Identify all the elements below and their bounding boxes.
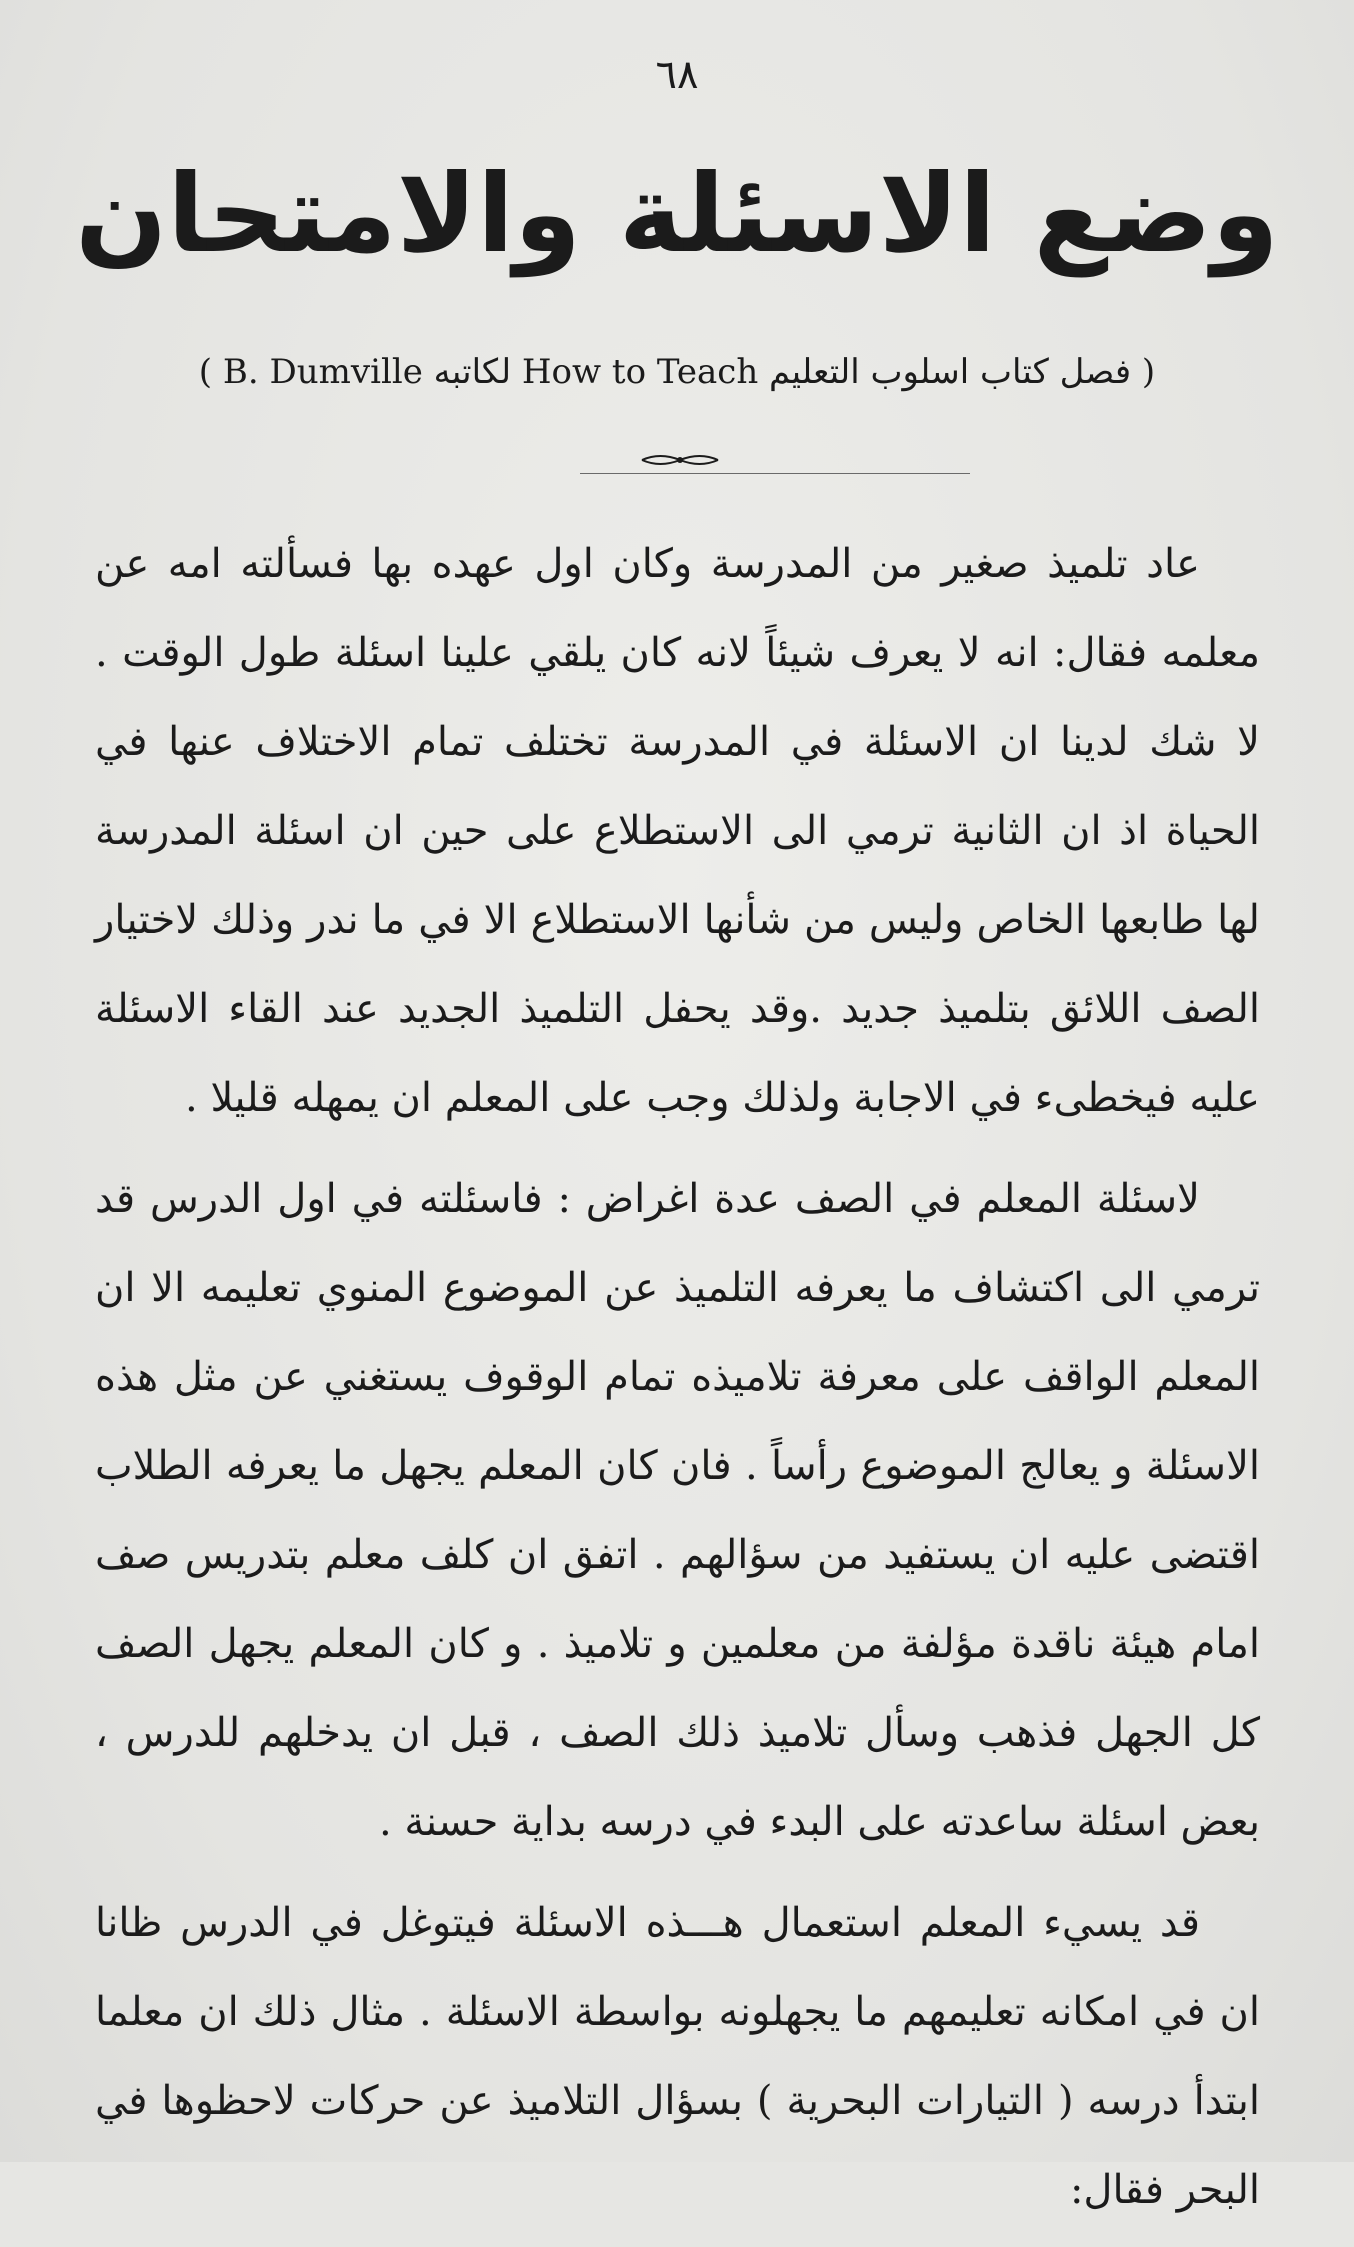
ornament-icon: [640, 452, 720, 468]
paragraph-2: لاسئلة المعلم في الصف عدة اغراض : فاسئلته في اول الدرس قد ترمي الى اكتشاف ما يعرفه التلميذ عن الموضوع المنوي تعليمه الا ان المعلم الواقف على معرفة تلاميذه تمام الوقوف يستغني عن مثل هذه الاسئلة و يعالج الموضوع رأساً . فان كان المعلم يجهل ما يعرفه الطلاب اقتضى عليه ان يستفيد من سؤالهم . اتفق ان كلف معلم بتدريس صف امام هيئة ناقدة مؤلفة من معلمين و تلاميذ . و كان المعلم يجهل الصف كل الجهل فذهب وسأل تلاميذ ذلك الصف ، قبل ان يدخلهم للدرس ، بعض اسئلة ساعدته على البدء في درسه بداية حسنة .: [95, 1176, 1260, 1845]
chapter-title: وضع الاسئلة والامتحان: [75, 152, 1279, 277]
paragraph-3: قد يسيء المعلم استعمال هـــذه الاسئلة فيتوغل في الدرس ظانا ان في امكانه تعليمهم ما يجهلونه بواسطة الاسئلة . مثال ذلك ان معلما ابتدأ درسه ( التيارات البحرية ) بسؤال التلاميذ عن حركات لاحظوها في البحر فقال:: [95, 1900, 1260, 2213]
divider-line: [580, 473, 970, 474]
chapter-subtitle: ( فصل كتاب اسلوب التعليم How to Teach لكاتبه B. Dumville ): [198, 352, 1156, 392]
body-text: [95, 520, 1260, 2247]
page-number: ٦٨: [655, 52, 699, 98]
paragraph-1: عاد تلميذ صغير من المدرسة وكان اول عهده بها فسألته امه عن معلمه فقال: انه لا يعرف شيئاً لانه كان يلقي علينا اسئلة طول الوقت . لا شك لدينا ان الاسئلة في المدرسة تختلف تمام الاختلاف عنها في الحياة اذ ان الثانية ترمي الى الاستطلاع على حين ان اسئلة المدرسة لها طابعها الخاص وليس من شأنها الاستطلاع الا في ما ندر وذلك لاختيار الصف اللائق بتلميذ جديد .وقد يحفل التلميذ الجديد عند القاء الاسئلة عليه فيخطىء في الاجابة ولذلك وجب على المعلم ان يمهله قليلا .: [95, 541, 1260, 1121]
